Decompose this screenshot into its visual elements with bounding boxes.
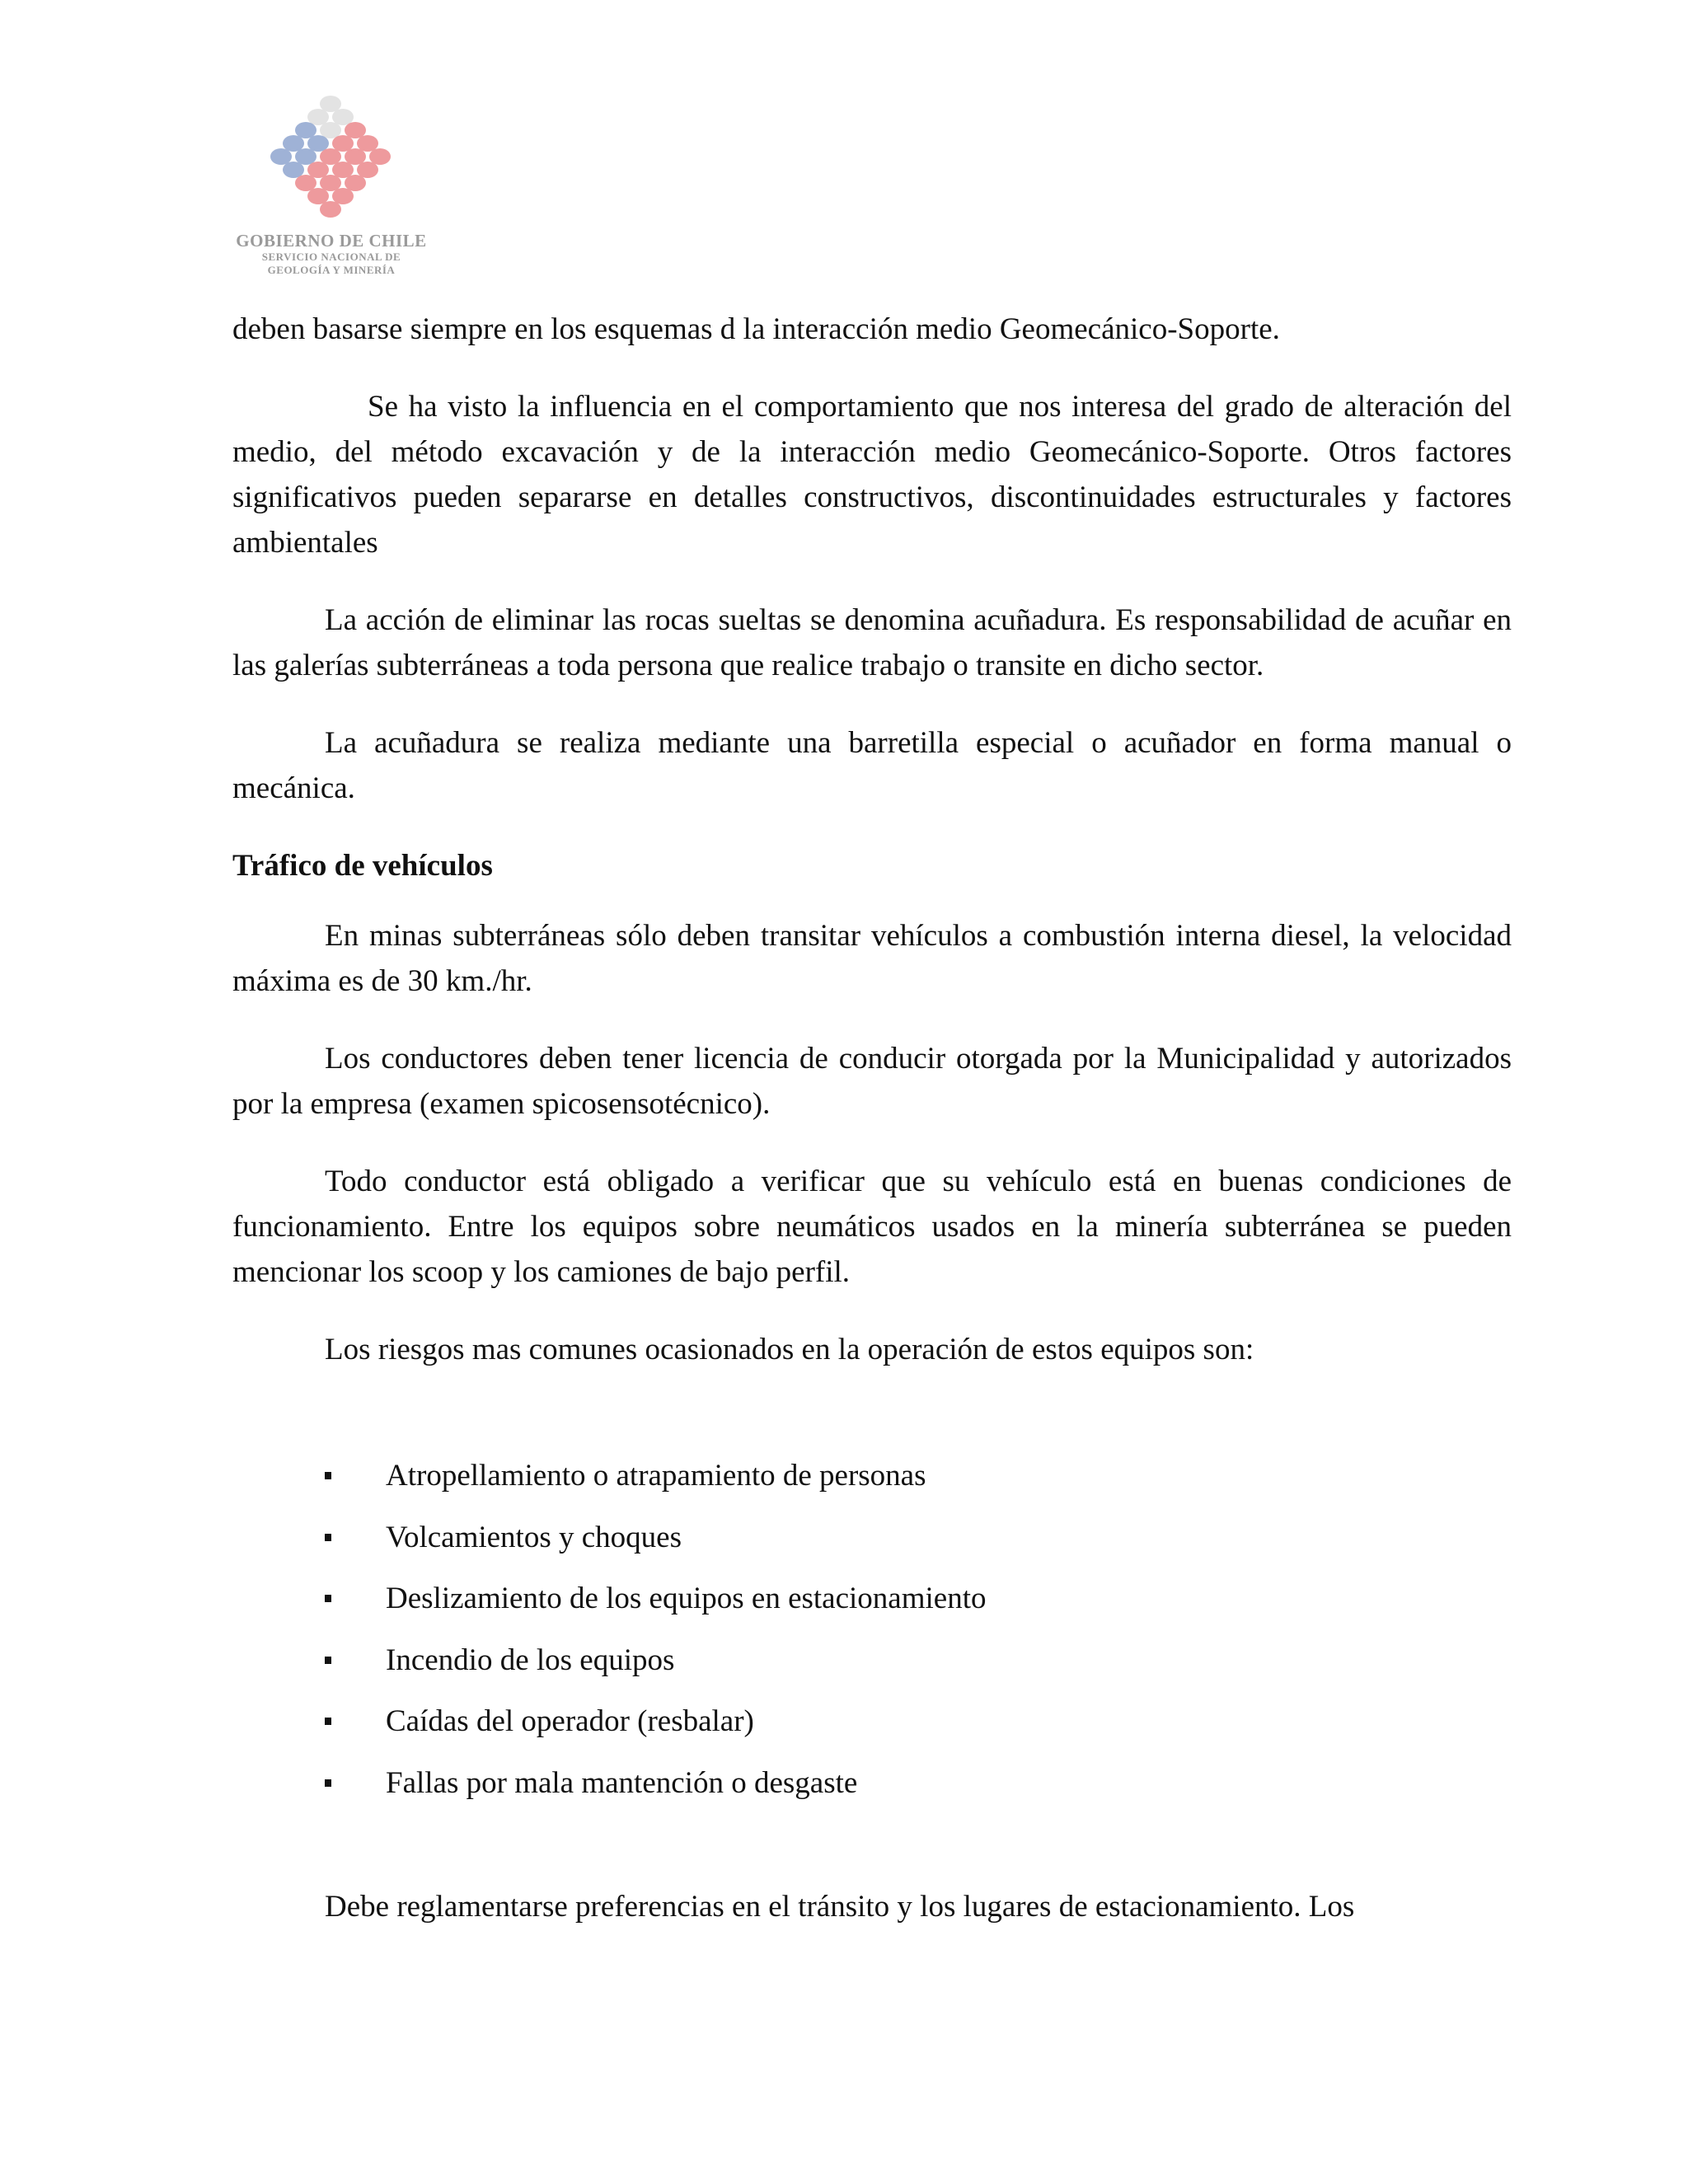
list-item (232, 1699, 1512, 1760)
logo-cell (283, 162, 304, 178)
logo-cell (307, 109, 329, 125)
logo-cell (270, 148, 292, 165)
logo-cell (332, 188, 354, 204)
list-item-text: Caídas del operador (resbalar) (386, 1704, 754, 1738)
list-item (232, 1576, 1512, 1638)
logo-cell (320, 148, 341, 165)
square-bullet-icon (325, 1534, 331, 1541)
logo-line-1: GOBIERNO DE CHILE (236, 231, 427, 251)
risk-list (232, 1453, 1512, 1821)
logo-cell (357, 162, 378, 178)
logo-cell (345, 122, 366, 138)
list-item (232, 1515, 1512, 1577)
logo-cell (332, 162, 354, 178)
square-bullet-icon (325, 1779, 331, 1787)
logo-cell (283, 135, 304, 152)
list-item (232, 1760, 1512, 1822)
list-item-text: Fallas por mala mantención o desgaste (386, 1765, 858, 1800)
paragraph: En minas subterráneas sólo deben transitar vehículos a combustión interna diesel, la velocidad máxima es de 30 km./hr. (232, 919, 1512, 998)
square-bullet-icon (325, 1718, 331, 1725)
square-bullet-icon (325, 1472, 331, 1479)
logo-line-3: GEOLOGÍA Y MINERÍA (267, 264, 396, 276)
logo-cell (295, 122, 316, 138)
logo-cell (369, 148, 391, 165)
paragraph: Los riesgos mas comunes ocasionados en la operación de estos equipos son: (325, 1333, 1254, 1366)
logo-cell (307, 135, 329, 152)
paragraph: Todo conductor está obligado a verificar que su vehículo está en buenas condiciones de funcionamiento. Entre los equipos sobre neumáticos usados en la minería subterránea se pueden mencionar los scoop y los camiones de bajo perfil. (232, 1165, 1512, 1289)
list-item (232, 1638, 1512, 1699)
logo-cell (332, 135, 354, 152)
list-item (232, 1453, 1512, 1515)
document-body (232, 307, 1512, 1929)
logo-cell (295, 148, 316, 165)
logo-cell (295, 175, 316, 191)
logo-cell (320, 96, 341, 112)
section-heading: Tráfico de vehículos (232, 849, 493, 883)
logo-cell (345, 175, 366, 191)
list-item-text: Incendio de los equipos (386, 1643, 675, 1677)
list-item-text: Deslizamiento de los equipos en estacionamiento (386, 1582, 987, 1615)
square-bullet-icon (325, 1657, 331, 1664)
logo-cell (320, 175, 341, 191)
paragraph: Los conductores deben tener licencia de conducir otorgada por la Municipalidad y autorizados por la empresa (examen spicosensotécnico). (232, 1042, 1512, 1121)
logo-cell (307, 188, 329, 204)
logo-cell (307, 162, 329, 178)
square-bullet-icon (325, 1595, 331, 1602)
government-logo (232, 89, 430, 287)
logo-cell (320, 122, 341, 138)
logo-cell (357, 135, 378, 152)
logo-cell (345, 148, 366, 165)
list-item-text: Atropellamiento o atrapamiento de personas (386, 1459, 926, 1493)
paragraph: La acción de eliminar las rocas sueltas se denomina acuñadura. Es responsabilidad de acuñar en las galerías subterráneas a toda persona que realice trabajo o transite en dicho sector. (232, 603, 1512, 682)
logo-line-2: SERVICIO NACIONAL DE (261, 251, 401, 263)
paragraph: Debe reglamentarse preferencias en el tránsito y los lugares de estacionamiento. Los (325, 1890, 1355, 1924)
logo-cell (332, 109, 354, 125)
paragraph: La acuñadura se realiza mediante una barretilla especial o acuñador en forma manual o mecánica. (232, 726, 1512, 805)
logo-text (232, 231, 430, 277)
paragraph: Se ha visto la influencia en el comportamiento que nos interesa del grado de alteración del medio, del método excavación y de la interacción medio Geomecánico-Soporte. Otros factores significativos pueden separarse en detalles constructivos, discontinuidades estructurales y factores ambientales (232, 390, 1512, 560)
list-item-text: Volcamientos y choques (386, 1520, 682, 1554)
logo-cell (320, 201, 341, 218)
logo-mark-icon (260, 89, 401, 229)
paragraph: deben basarse siempre en los esquemas d la interacción medio Geomecánico-Soporte. (232, 312, 1280, 346)
